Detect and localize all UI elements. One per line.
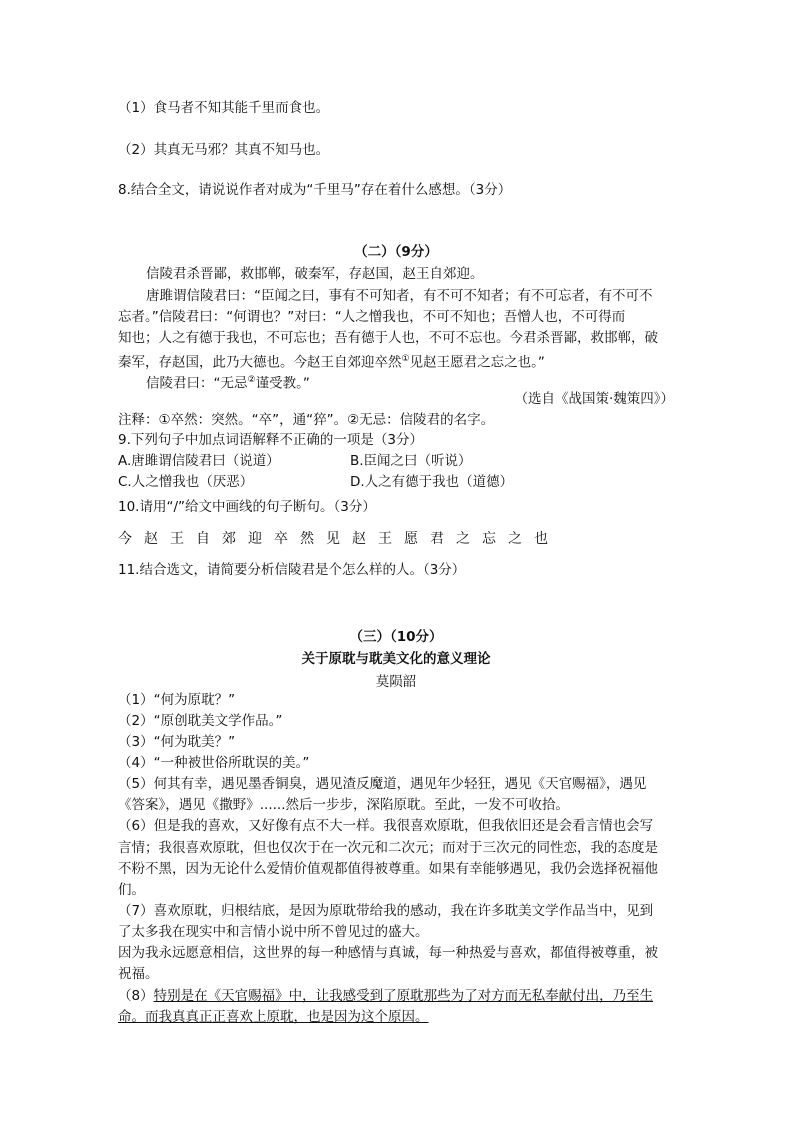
article-title: 关于原耽与耽美文化的意义理论 xyxy=(301,651,491,667)
article-line-13: 因为我永远愿意相信，这世界的每一种感情与真诚，每一种热爱与喜欢，都值得被尊重，被 xyxy=(118,945,658,961)
article-line-14: 祝福。 xyxy=(118,966,159,982)
article-line-16: 命。而我真真正正喜欢上原耽，也是因为这个原因。 xyxy=(118,1009,429,1025)
q9-option-a: A.唐雎谓信陵君曰（说道） xyxy=(118,453,280,469)
article-line-9: 不粉不黑，因为无论什么爱情价值观都值得被尊重。如果有幸能够遇见，我仍会选择祝福他 xyxy=(118,861,658,877)
section2-note: 注释：①卒然：突然。“卒”，通“猝”。②无忌：信陵君的名字。 xyxy=(118,412,495,428)
section2-line-5b: 见赵王愿君之忘之也。” xyxy=(409,354,545,371)
article-line-15 xyxy=(118,986,653,1006)
section2-line-2: 唐雎谓信陵君曰：“臣闻之曰，事有不可知者，有不可不知者；有不可忘者，有不可不 xyxy=(146,288,653,304)
question-11: 11.结合选文，请简要分析信陵君是个怎么样的人。（3分） xyxy=(118,562,466,578)
article-line-4: （4）“一种被世俗所耽误的美。” xyxy=(118,755,310,771)
article-line-5: （5）何其有幸，遇见墨香铜臭，遇见渣反魔道，遇见年少轻狂，遇见《天官赐福》，遇见 xyxy=(118,776,647,792)
article-line-11: （7）喜欢原耽，归根结底，是因为原耽带给我的感动，我在许多耽美文学作品当中，见到 xyxy=(118,903,654,919)
footnote-mark-2: ② xyxy=(247,375,256,385)
section2-line-6a: 信陵君曰：“无忌 xyxy=(146,375,248,392)
section2-line-1: 信陵君杀晋鄙，救邯郸，破秦军，存赵国，赵王自郊迎。 xyxy=(146,266,484,282)
article-line-7: （6）但是我的喜欢，又好像有点不大一样。我很喜欢原耽，但我依旧还是会看言情也会写 xyxy=(118,818,654,834)
article-line-3: （3）“何为耽美？” xyxy=(118,734,236,750)
section3-title: （三）（10分） xyxy=(349,629,443,645)
section2-line-5a: 秦军，存赵国，此乃大德也。今赵王自郊迎卒然 xyxy=(118,354,402,371)
q10-sentence: 今赵王自郊迎卒然见赵王愿君之忘之也 xyxy=(118,531,560,547)
section2-line-3: 忘者。”信陵君曰：“何谓也？”对曰：“人之憎我也，不可不知也；吾憎人也，不可得而 xyxy=(118,309,626,325)
article-line-10: 们。 xyxy=(118,882,145,898)
question-9: 9.下列句子中加点词语解释不正确的一项是（3分） xyxy=(118,432,423,448)
section2-line-4: 知也；人之有德于我也，不可忘也；吾有德于人也，不可不忘也。今君杀晋鄙，救邯郸，破 xyxy=(118,330,658,346)
article-line-1: （1）“何为原耽？” xyxy=(118,692,236,708)
article-author: 莫陨韶 xyxy=(375,674,417,690)
article-line-12: 了太多我在现实中和言情小说中所不曾见过的盛大。 xyxy=(118,924,429,940)
section2-line-5 xyxy=(118,349,545,373)
q9-option-c: C.人之憎我也（厌恶） xyxy=(118,474,254,490)
q9-option-b: B.臣闻之曰（听说） xyxy=(350,453,472,469)
question-top-2: （2）其真无马邪？其真不知马也。 xyxy=(118,142,330,158)
q9-option-d: D.人之有德于我也（道德） xyxy=(350,474,514,490)
article-line-2: （2）“原创耽美文学作品。” xyxy=(118,713,283,729)
underlined-text-1: 特别是在《天官赐福》中，让我感受到了原耽那些为了对方而无私奉献付出，乃至生 xyxy=(153,988,654,1004)
section2-line-6b: 谨受教。” xyxy=(255,375,310,392)
footnote-mark-1: ① xyxy=(401,354,410,364)
question-8: 8.结合全文，请说说作者对成为“千里马”存在着什么感想。（3分） xyxy=(118,182,512,198)
article-line-8: 言情；我很喜欢原耽，但也仅次于在一次元和二次元；而对于三次元的同性恋，我的态度是 xyxy=(118,840,658,856)
question-top-1: （1）食马者不知其能千里而食也。 xyxy=(118,100,330,116)
section2-title: （二）（9分） xyxy=(354,244,438,260)
paragraph-8-prefix: （8） xyxy=(118,988,154,1004)
question-10: 10.请用“/”给文中画线的句子断句。（3分） xyxy=(118,499,376,515)
section2-source: （选自《战国策·魏策四》） xyxy=(514,391,674,407)
article-line-6: 《答案》，遇见《撒野》......然后一步步，深陷原耽。至此，一发不可收拾。 xyxy=(118,797,569,813)
